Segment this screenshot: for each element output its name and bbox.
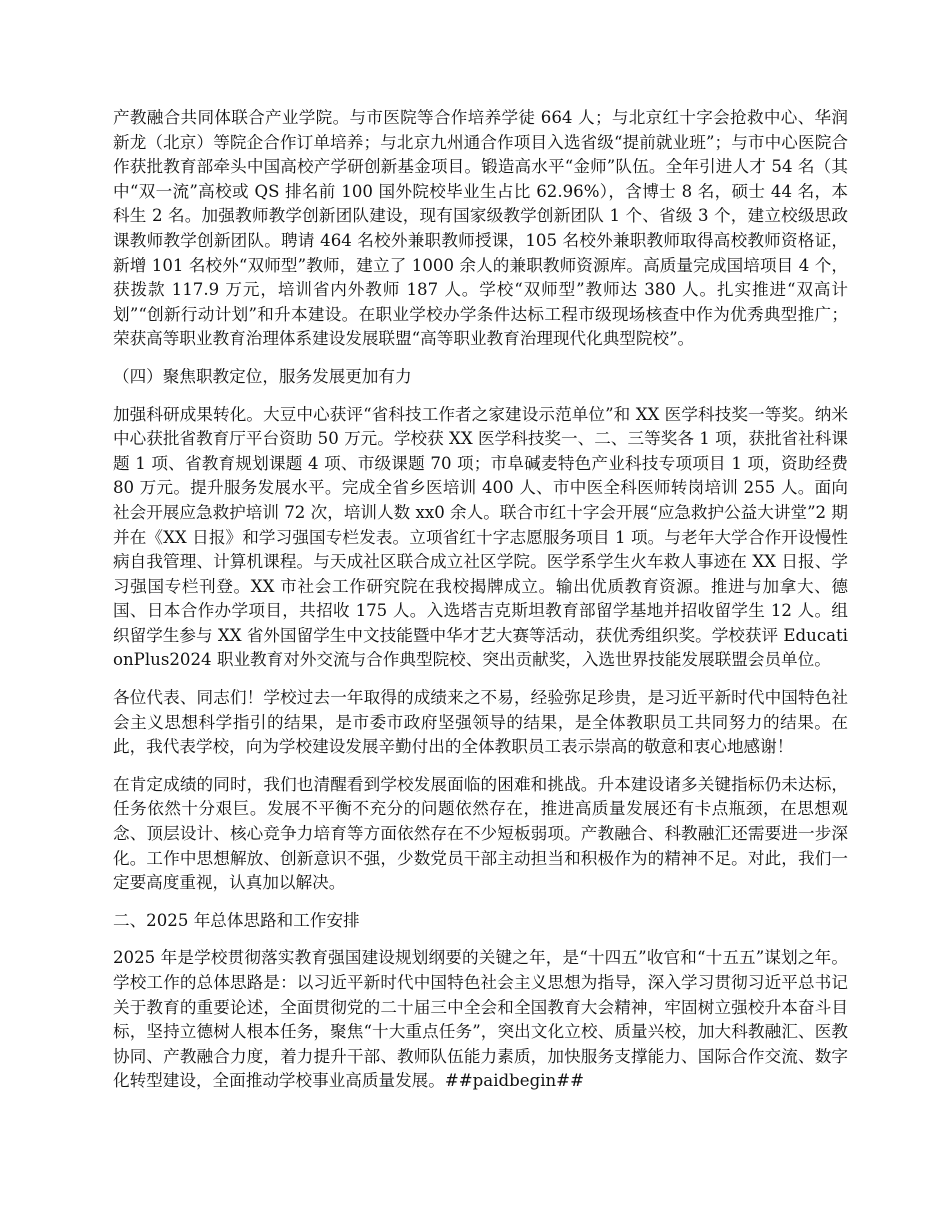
- section-heading-2025-plan: 二、2025 年总体思路和工作安排: [113, 910, 360, 930]
- paragraph-challenges: 在肯定成绩的同时，我们也清醒看到学校发展面临的困难和挑战。升本建设诸多关键指标仍未达标，任务依然十分艰巨。发展不平衡不充分的问题依然存在，推进高质量发展还有卡点瓶颈，在思想观念、顶层设计、核心竞争力培育等方面依然存在不少短板弱项。产教融合、科教融汇还需要进一步深化。工作中思想解放、创新意识不强，少数党员干部主动担当和积极作为的精神不足。对此，我们一定要高度重视，认真加以解决。: [113, 774, 848, 893]
- paragraph-acknowledgement: 各位代表、同志们！学校过去一年取得的成绩来之不易，经验弥足珍贵，是习近平新时代中国特色社会主义思想科学指引的结果，是市委市政府坚强领导的结果，是全体教职员工共同努力的结果。在此，我代表学校，向为学校建设发展辛勤付出的全体教职员工表示崇高的敬意和衷心地感谢！: [113, 688, 848, 757]
- paragraph-2025-overview: 2025 年是学校贯彻落实教育强国建设规划纲要的关键之年，是“十四五”收官和“十五五”谋划之年。学校工作的总体思路是：以习近平新时代中国特色社会主义思想为指导，深入学习贯彻习近平总书记关于教育的重要论述，全面贯彻党的二十届三中全会和全国教育大会精神，牢固树立强校升本奋斗目标，坚持立德树人根本任务，聚焦“十大重点任务”，突出文化立校、质量兴校，加大科教融汇、医教协同、产教融合力度，着力提升干部、教师队伍能力素质，加快服务支撑能力、国际合作交流、数字化转型建设，全面推动学校事业高质量发展。##paidbegin##: [113, 948, 848, 1091]
- document-page: [113, 106, 848, 1107]
- section-heading-vocational-positioning: （四）聚焦职教定位，服务发展更加有力: [113, 366, 412, 386]
- paragraph-industry-education: 产教融合共同体联合产业学院。与市医院等合作培养学徒 664 人；与北京红十字会抢救中心、华润新龙（北京）等院企合作订单培养；与北京九州通合作项目入选省级“提前就业班”；与市中心医院合作获批教育部牵头中国高校产学研创新基金项目。锻造高水平“金师”队伍。全年引进人才 54 名（其中“双一流”高校或 QS 排名前 100 国外院校毕业生占比 62.96%），含博士 8 名，硕士 44 名，本科生 2 名。加强教师教学创新团队建设，现有国家级教学创新团队 1 个、省级 3 个，建立校级思政课教师教学创新团队。聘请 464 名校外兼职教师授课，105 名校外兼职教师取得高校教师资格证，新增 101 名校外“双师型”教师，建立了 1000 余人的兼职教师资源库。高质量完成国培项目 4 个，获拨款 117.9 万元，培训省内外教师 187 人。学校“双师型”教师达 380 人。扎实推进“双高计划”“创新行动计划”和升本建设。在职业学校办学条件达标工程市级现场核查中作为优秀典型推广；荣获高等职业教育治理体系建设发展联盟“高等职业教育治理现代化典型院校”。: [113, 108, 848, 349]
- paragraph-research-service: 加强科研成果转化。大豆中心获评“省科技工作者之家建设示范单位”和 XX 医学科技奖一等奖。纳米中心获批省教育厅平台资助 50 万元。学校获 XX 医学科技奖一、二、三等奖各 1 项，获批省社科课题 1 项、省教育规划课题 4 项、市级课题 70 项；市阜碱麦特色产业科技专项项目 1 项，资助经费 80 万元。提升服务发展水平。完成全省乡医培训 400 人、市中医全科医师转岗培训 255 人。面向社会开展应急救护培训 72 次，培训人数 xx0 余人。联合市红十字会开展“应急救护公益大讲堂”2 期并在《XX 日报》和学习强国专栏发表。立项省红十字志愿服务项目 1 项。与老年大学合作开设慢性病自我管理、计算机课程。与天成社区联合成立社区学院。医学系学生火车救人事迹在 XX 日报、学习强国专栏刊登。XX 市社会工作研究院在我校揭牌成立。输出优质教育资源。推进与加拿大、德国、日本合作办学项目，共招收 175 人。入选塔吉克斯坦教育部留学基地并招收留学生 12 人。组织留学生参与 XX 省外国留学生中文技能暨中华才艺大赛等活动，获优秀组织奖。学校获评 EducationPlus2024 职业教育对外交流与合作典型院校、突出贡献奖，入选世界技能发展联盟会员单位。: [113, 404, 848, 670]
